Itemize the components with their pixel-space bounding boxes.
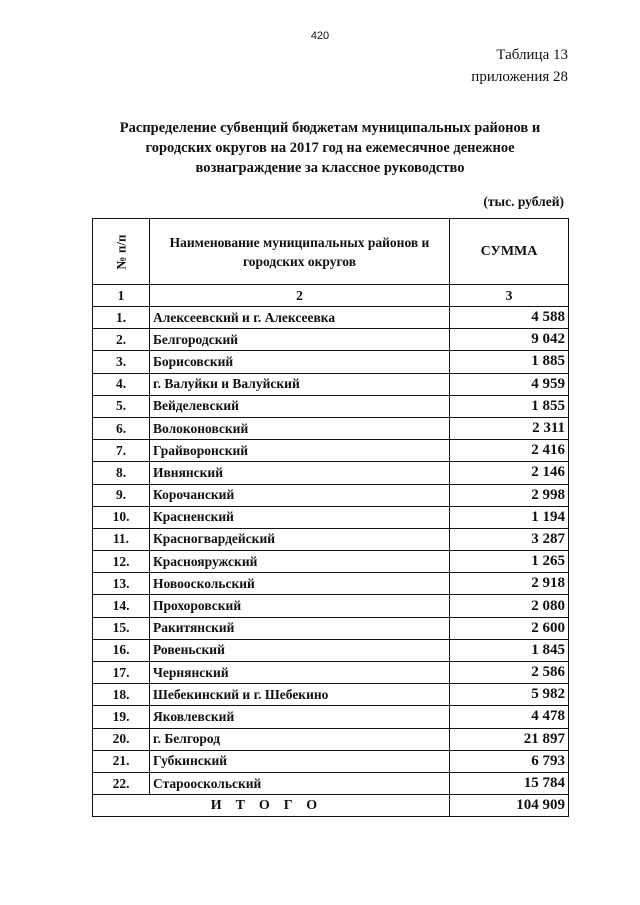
row-number: 9. (93, 484, 150, 506)
row-number: 14. (93, 595, 150, 617)
header-num-label: № п/п (113, 234, 128, 269)
row-number: 4. (93, 373, 150, 395)
district-name: Волоконовский (150, 417, 450, 439)
table-row (93, 373, 569, 395)
subvention-sum: 2 146 (450, 462, 569, 484)
row-number: 16. (93, 639, 150, 661)
row-number: 10. (93, 506, 150, 528)
total-sum: 104 909 (450, 795, 569, 817)
subvention-table (92, 218, 569, 817)
subvention-sum: 4 478 (450, 706, 569, 728)
table-row (93, 307, 569, 329)
district-name: г. Белгород (150, 728, 450, 750)
table-row (93, 395, 569, 417)
table-row (93, 440, 569, 462)
district-name: Борисовский (150, 351, 450, 373)
table-row (93, 617, 569, 639)
table-row (93, 462, 569, 484)
subvention-sum: 4 588 (450, 307, 569, 329)
subvention-sum: 2 311 (450, 417, 569, 439)
column-index-3: 3 (450, 285, 569, 307)
district-name: Шебекинский и г. Шебекино (150, 684, 450, 706)
table-row (93, 684, 569, 706)
row-number: 22. (93, 772, 150, 794)
header-num (93, 219, 150, 285)
subvention-sum: 15 784 (450, 772, 569, 794)
subvention-sum: 1 845 (450, 639, 569, 661)
district-name: Вейделевский (150, 395, 450, 417)
column-index-2: 2 (150, 285, 450, 307)
row-number: 3. (93, 351, 150, 373)
subvention-sum: 2 080 (450, 595, 569, 617)
subvention-sum: 2 586 (450, 662, 569, 684)
subvention-sum: 2 600 (450, 617, 569, 639)
row-number: 6. (93, 417, 150, 439)
title-line3: вознаграждение за классное руководство (195, 160, 465, 176)
table-row (93, 706, 569, 728)
document-title (95, 118, 565, 178)
total-row (93, 795, 569, 817)
district-name: Алексеевский и г. Алексеевка (150, 307, 450, 329)
title-line2: городских округов на 2017 год на ежемесячное денежное (145, 140, 515, 156)
district-name: Ровеньский (150, 639, 450, 661)
table-label-line2: приложения 28 (471, 69, 568, 85)
subvention-sum: 1 265 (450, 551, 569, 573)
table-row (93, 329, 569, 351)
table-row (93, 351, 569, 373)
row-number: 20. (93, 728, 150, 750)
subvention-sum: 1 855 (450, 395, 569, 417)
row-number: 13. (93, 573, 150, 595)
column-index-row (93, 285, 569, 307)
subvention-sum: 2 416 (450, 440, 569, 462)
row-number: 11. (93, 528, 150, 550)
table-row (93, 573, 569, 595)
row-number: 19. (93, 706, 150, 728)
row-number: 17. (93, 662, 150, 684)
column-index-1: 1 (93, 285, 150, 307)
table-row (93, 662, 569, 684)
row-number: 2. (93, 329, 150, 351)
district-name: Прохоровский (150, 595, 450, 617)
table-label-line1: Таблица 13 (496, 47, 568, 63)
header-name (150, 219, 450, 285)
district-name: Губкинский (150, 750, 450, 772)
total-label: ИТОГО (93, 795, 450, 817)
subvention-sum: 4 959 (450, 373, 569, 395)
units-label: (тыс. рублей) (483, 194, 564, 209)
table-row (93, 528, 569, 550)
header-name-line2: городских округов (242, 253, 357, 269)
table-row (93, 551, 569, 573)
table-header-row (93, 219, 569, 285)
table-row (93, 728, 569, 750)
district-name: Красногвардейский (150, 528, 450, 550)
table-row (93, 484, 569, 506)
header-sum: СУММА (450, 219, 569, 285)
subvention-sum: 5 982 (450, 684, 569, 706)
subvention-sum: 1 885 (450, 351, 569, 373)
row-number: 15. (93, 617, 150, 639)
row-number: 5. (93, 395, 150, 417)
table-row (93, 506, 569, 528)
table-row (93, 595, 569, 617)
row-number: 12. (93, 551, 150, 573)
table-row (93, 417, 569, 439)
row-number: 1. (93, 307, 150, 329)
title-line1: Распределение субвенций бюджетам муниципальных районов и (119, 120, 541, 136)
page-number: 420 (310, 30, 330, 42)
header-name-line1: Наименование муниципальных районов и (169, 234, 430, 250)
subvention-sum: 3 287 (450, 528, 569, 550)
subvention-sum: 2 998 (450, 484, 569, 506)
table-label (471, 44, 568, 88)
subvention-sum: 6 793 (450, 750, 569, 772)
district-name: Новооскольский (150, 573, 450, 595)
district-name: Ракитянский (150, 617, 450, 639)
district-name: Белгородский (150, 329, 450, 351)
district-name: Старооскольский (150, 772, 450, 794)
table-row (93, 772, 569, 794)
district-name: Красненский (150, 506, 450, 528)
district-name: Грайворонский (150, 440, 450, 462)
subvention-sum: 1 194 (450, 506, 569, 528)
row-number: 18. (93, 684, 150, 706)
subvention-sum: 9 042 (450, 329, 569, 351)
row-number: 7. (93, 440, 150, 462)
district-name: Корочанский (150, 484, 450, 506)
district-name: Чернянский (150, 662, 450, 684)
district-name: Ивнянский (150, 462, 450, 484)
subvention-sum: 21 897 (450, 728, 569, 750)
district-name: Яковлевский (150, 706, 450, 728)
table-row (93, 639, 569, 661)
district-name: Краснояружский (150, 551, 450, 573)
subvention-sum: 2 918 (450, 573, 569, 595)
row-number: 8. (93, 462, 150, 484)
row-number: 21. (93, 750, 150, 772)
table-row (93, 750, 569, 772)
district-name: г. Валуйки и Валуйский (150, 373, 450, 395)
